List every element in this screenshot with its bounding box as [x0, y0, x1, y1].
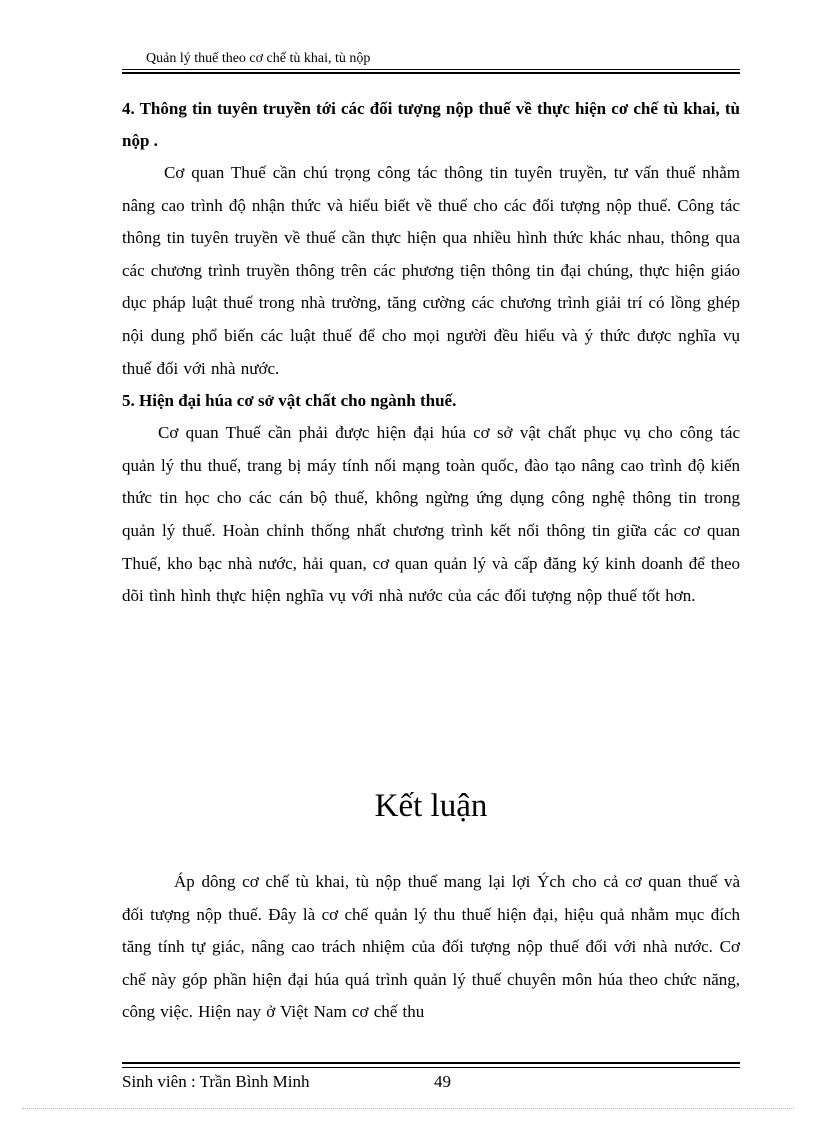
header-title: Quản lý thuế theo cơ chế tù khai, tù nộp	[146, 51, 371, 66]
main-content	[122, 92, 740, 613]
conclusion-title: Kết luận	[374, 788, 488, 824]
page-footer	[122, 1062, 740, 1093]
section-paragraph-5: Cơ quan Thuế cần phải được hiện đại húa cơ sở vật chất phục vụ cho công tác quản lý thu thuế, trang bị máy tính nối mạng toàn quốc, đào tạo nâng cao trình độ kiến thức tin học cho các cán bộ thuế, không ngừng ứng dụng công nghệ thông tin trong quản lý thuế. Hoàn chỉnh thống nhất chương trình kết nối thông tin giữa các cơ quan Thuế, kho bạc nhà nước, hải quan, cơ quan quản lý và cấp đăng ký kinh doanh để theo dõi tình hình thực hiện nghĩa vụ với nhà nước của các đối tượng nộp thuế tốt hơn.	[122, 423, 740, 606]
header-rule-thick	[122, 72, 740, 74]
conclusion-section	[122, 866, 740, 1029]
page-bottom-edge	[22, 1108, 794, 1109]
section-heading-5: 5. Hiện đại húa cơ sở vật chất cho ngành thuế.	[122, 391, 457, 411]
section-heading-4: 4. Thông tin tuyên truyền tới các đối tượng nộp thuế về thực hiện cơ chế tù khai, tù nộp .	[122, 99, 740, 150]
page-number: 49	[434, 1072, 451, 1091]
section-paragraph-4: Cơ quan Thuế cần chú trọng công tác thông tin tuyên truyền, tư vấn thuế nhằm nâng cao trình độ nhận thức và hiểu biết về thuế cho các đối tượng nộp thuế. Công tác thông tin tuyên truyền về thuế cần thực hiện qua nhiều hình thức khác nhau, thông qua các chương trình truyền thông trên các phương tiện thông tin đại chúng, thực hiện giáo dục pháp luật thuế trong nhà trường, tăng cường các chương trình giải trí có lồng ghép nội dung phổ biến các luật thuế để cho mọi người đều hiểu và ý thức được nghĩa vụ thuế đối với nhà nước.	[122, 163, 740, 378]
footer-student-name: Sinh viên : Trần Bình Minh	[122, 1072, 310, 1091]
header-rule-thin	[122, 69, 740, 70]
conclusion-paragraph: Áp dông cơ chế tù khai, tù nộp thuế mang lại lợi Ých cho cả cơ quan thuế và đối tượng nộp thuế. Đây là cơ chế quản lý thu thuế hiện đại, hiệu quả nhằm mục đích tăng tính tự giác, nâng cao trách nhiệm của đối tượng nộp thuế đối với nhà nước. Cơ chế này góp phần hiện đại húa quá trình quản lý thuế chuyên môn húa theo chức năng, công việc. Hiện nay ở Việt Nam cơ chế thu	[122, 872, 740, 1022]
footer-rule-thick	[122, 1062, 740, 1064]
footer-line	[122, 1071, 740, 1093]
page-header	[122, 50, 740, 74]
footer-rule-thin	[122, 1067, 740, 1068]
